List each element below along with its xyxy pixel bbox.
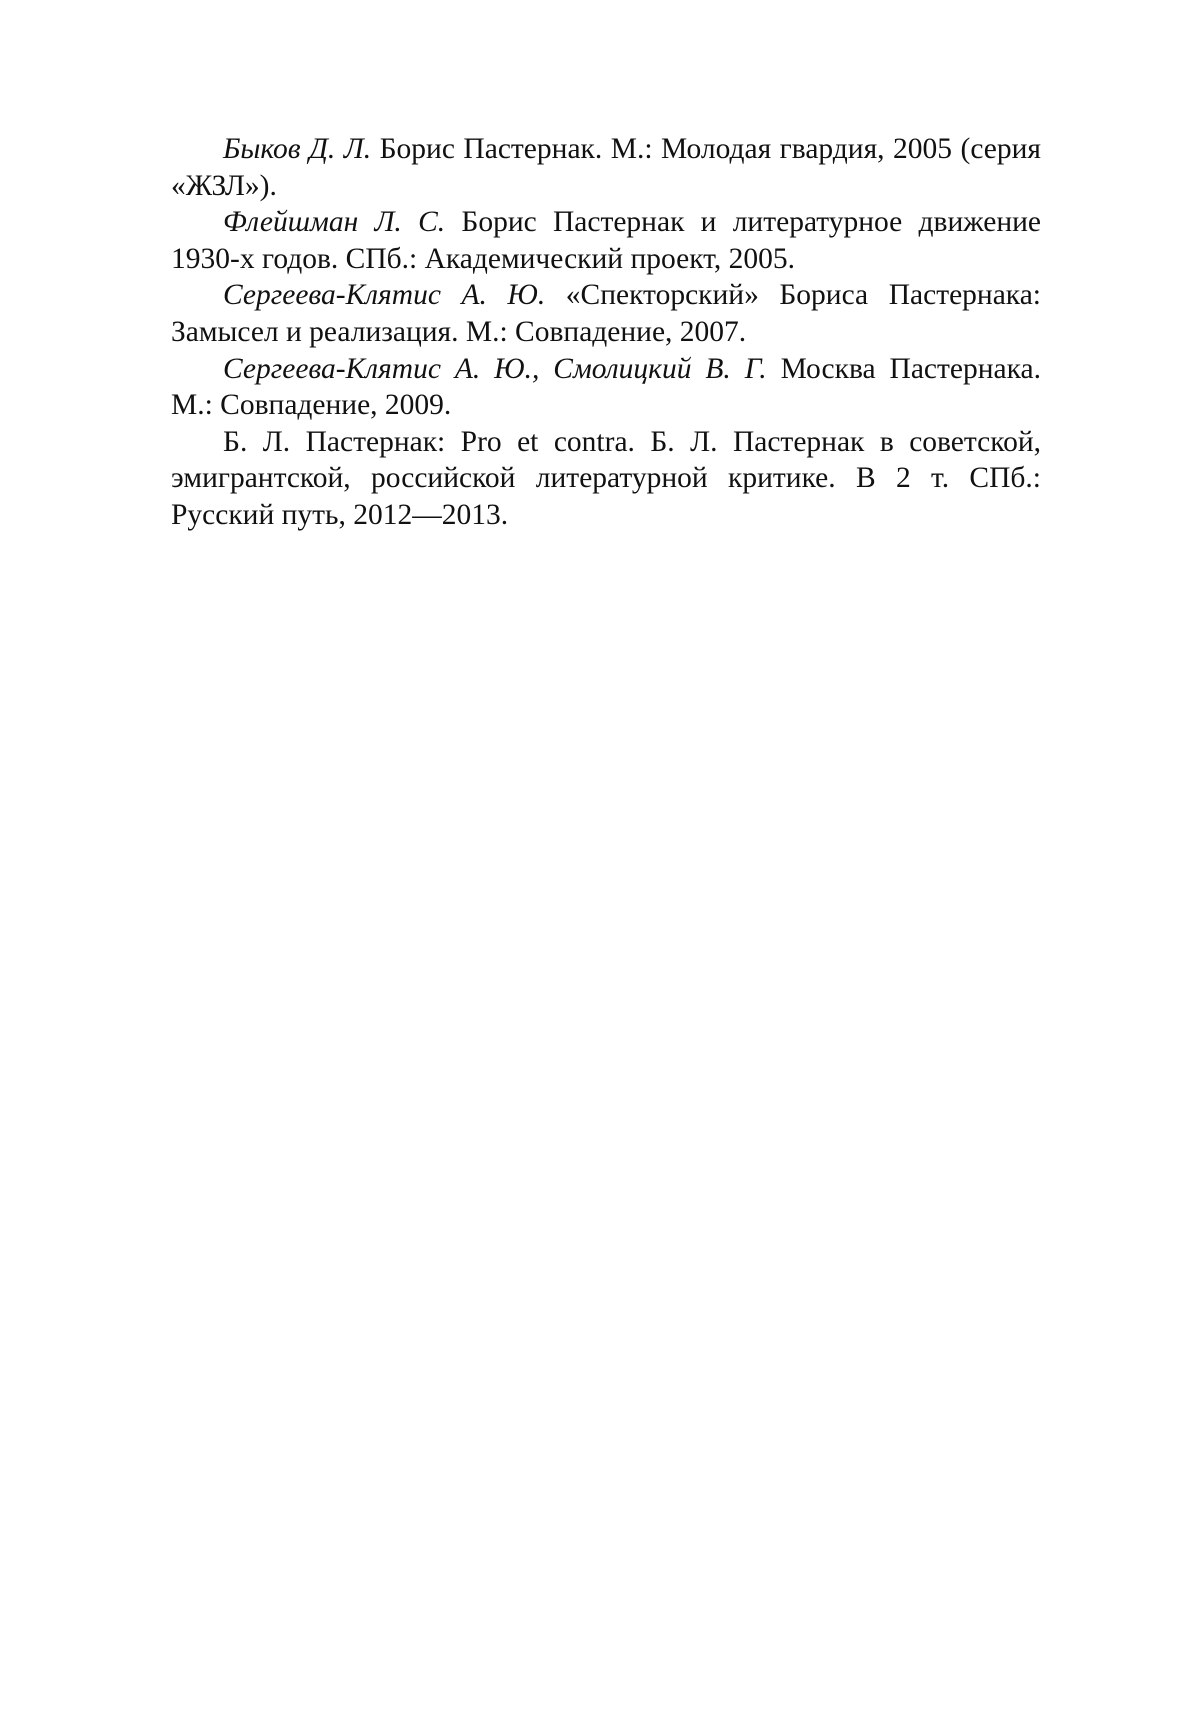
bibliography-entry	[171, 351, 1041, 424]
entry-text: Москва Пастернака. М.: Совпадение, 2009.	[171, 352, 1041, 422]
bibliography-list	[171, 131, 1041, 534]
entry-author: Флейшман Л. С.	[223, 206, 446, 239]
bibliography-entry	[171, 424, 1041, 534]
entry-text: Борис Пастернак. М.: Молодая гвардия, 2005 (серия «ЖЗЛ»).	[171, 133, 1041, 202]
entry-text: Борис Пастернак и литературное движение 1930-х годов. СПб.: Академический проект, 2005.	[171, 206, 1042, 275]
entry-text: «Спекторский» Бориса Пастернака: Замысел и реализация. М.: Совпадение, 2007.	[171, 279, 1041, 348]
entry-author: Сергеева-Клятис А. Ю., Смолицкий В. Г.	[223, 352, 767, 385]
bibliography-entry	[171, 204, 1041, 277]
entry-author: Сергеева-Клятис А. Ю.	[223, 279, 546, 312]
bibliography-entry	[171, 131, 1041, 204]
entry-author: Быков Д. Л.	[223, 133, 372, 165]
entry-text: Б. Л. Пастернак: Pro et contra. Б. Л. Пастернак в советской, эмигрантской, российской литературной критике. В 2 т. СПб.: Русский путь, 2012—2013.	[171, 425, 1041, 531]
bibliography-entry	[171, 277, 1041, 350]
